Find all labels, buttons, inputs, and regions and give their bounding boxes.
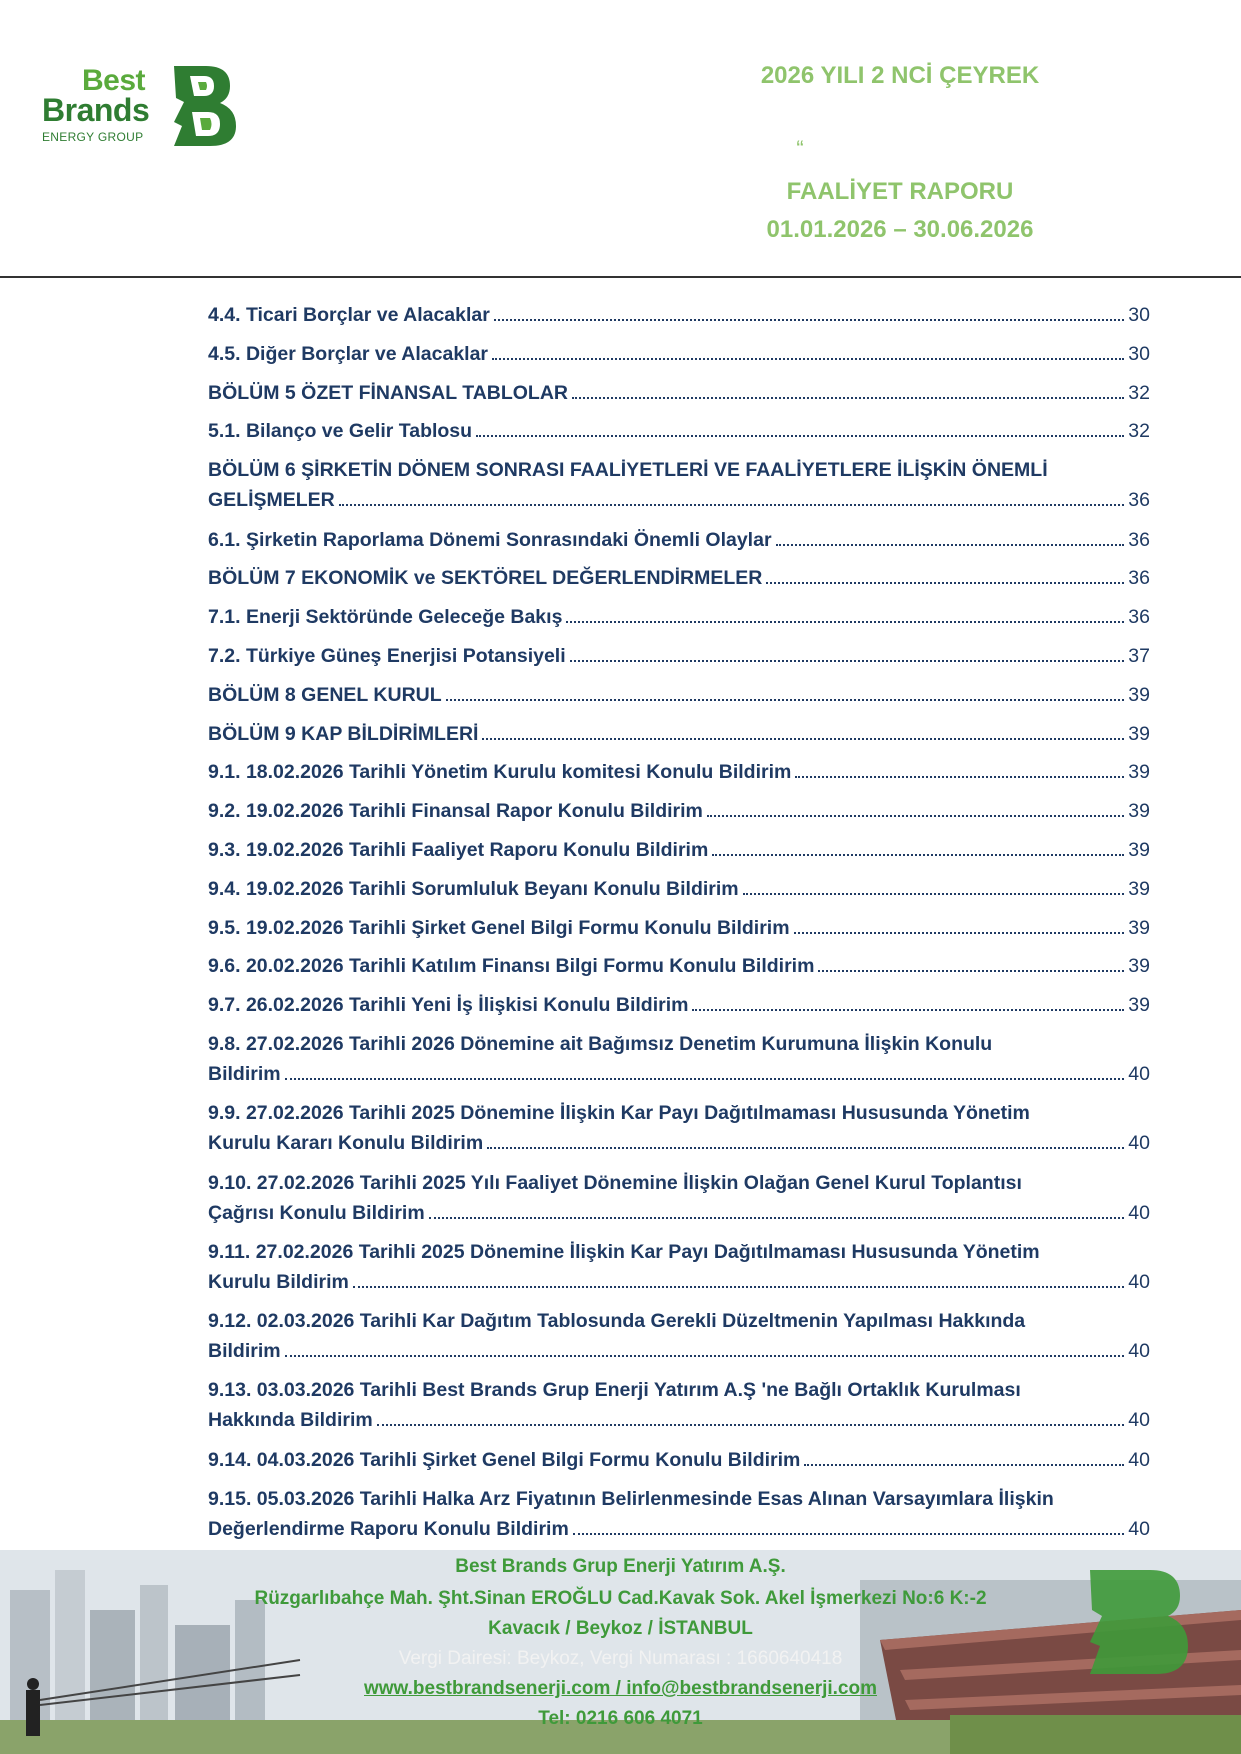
logo-word-energy-group: ENERGY GROUP: [42, 130, 144, 144]
toc-entry[interactable]: [208, 1098, 1150, 1158]
toc-entry-title: Kurulu Kararı Konulu Bildirim: [208, 1132, 484, 1155]
toc-dot-leader: [566, 620, 1124, 623]
toc-entry[interactable]: [208, 1375, 1150, 1435]
toc-page-number: 39: [1128, 800, 1150, 823]
toc-page-number: 40: [1128, 1270, 1150, 1293]
toc-entry-line: [208, 1059, 1150, 1089]
toc-dot-leader: [573, 1532, 1125, 1535]
toc-page-number: 36: [1128, 606, 1150, 629]
logo-word-best: Best: [82, 64, 146, 97]
toc-page-number: 30: [1128, 342, 1150, 365]
toc-entry[interactable]: [208, 602, 1150, 632]
report-date-range: 01.01.2026 – 30.06.2026: [766, 216, 1034, 243]
page-footer: [0, 1550, 1241, 1754]
toc-entry-line: [208, 300, 1150, 330]
toc-entry[interactable]: [208, 378, 1150, 408]
toc-dot-leader: [487, 1146, 1124, 1149]
toc-page-number: 36: [1128, 567, 1150, 590]
toc-page-number: 30: [1128, 304, 1150, 326]
toc-entry[interactable]: [208, 455, 1150, 515]
toc-page-number: 40: [1128, 1201, 1150, 1224]
toc-entry-title-line: 9.10. 27.02.2026 Tarihli 2025 Yılı Faaliyet Dönemine İlişkin Olağan Genel Kurul Toplantısı: [208, 1171, 1022, 1194]
toc-page-number: 40: [1128, 1448, 1150, 1471]
toc-entry-line: [208, 525, 1150, 555]
toc-entry-line: [208, 1445, 1150, 1475]
toc-entry[interactable]: [208, 913, 1150, 943]
toc-entry-line: [208, 602, 1150, 632]
toc-entry-title: BÖLÜM 7 EKONOMİK ve SEKTÖREL DEĞERLENDİRMELER: [208, 567, 763, 590]
toc-entry-title: 9.5. 19.02.2026 Tarihli Şirket Genel Bilgi Formu Konulu Bildirim: [208, 916, 790, 939]
toc-page-number: 40: [1128, 1517, 1150, 1540]
toc-dot-leader: [570, 659, 1125, 662]
toc-entry-title: Değerlendirme Raporu Konulu Bildirim: [208, 1517, 569, 1540]
toc-entry-title-line: 9.15. 05.03.2026 Tarihli Halka Arz Fiyatının Belirlenmesinde Esas Alınan Varsayımlara İlişkin: [208, 1487, 1054, 1510]
toc-entry-title: 9.4. 19.02.2026 Tarihli Sorumluluk Beyanı Konulu Bildirim: [208, 877, 739, 900]
toc-entry[interactable]: [208, 990, 1150, 1020]
toc-entry-title: Çağrısı Konulu Bildirim: [208, 1201, 425, 1224]
toc-entry-title: 9.3. 19.02.2026 Tarihli Faaliyet Raporu Konulu Bildirim: [208, 838, 709, 861]
toc-page-number: 39: [1128, 683, 1150, 706]
toc-entry[interactable]: [208, 1445, 1150, 1475]
toc-entry-title: BÖLÜM 9 KAP BİLDİRİMLERİ: [208, 722, 479, 745]
toc-entry-line: [208, 719, 1150, 749]
toc-entry-title: Kurulu Bildirim: [208, 1270, 349, 1293]
toc-entry-line: [208, 757, 1150, 787]
toc-entry-line: [208, 874, 1150, 904]
toc-page-number: 40: [1128, 1062, 1150, 1085]
toc-entry-title: Bildirim: [208, 1340, 281, 1363]
toc-dot-leader: [482, 737, 1124, 740]
footer-web-email[interactable]: www.bestbrandsenerji.com / info@bestbrandsenerji.com: [364, 1678, 877, 1699]
logo-word-brands: Brands: [42, 92, 150, 128]
toc-entry-line: [208, 339, 1150, 369]
toc-page-number: 32: [1128, 381, 1150, 404]
toc-entry-title: 7.2. Türkiye Güneş Enerjisi Potansiyeli: [208, 644, 566, 667]
toc-entry-title: 9.14. 04.03.2026 Tarihli Şirket Genel Bilgi Formu Konulu Bildirim: [208, 1448, 801, 1471]
toc-entry-title-line: 9.8. 27.02.2026 Tarihli 2026 Dönemine ait Bağımsız Denetim Kurumuna İlişkin Konulu: [208, 1032, 993, 1055]
report-title: FAALİYET RAPORU: [786, 178, 1014, 205]
toc-page-number: 36: [1128, 489, 1150, 512]
toc-dot-leader: [776, 543, 1125, 546]
toc-page-number: 39: [1128, 838, 1150, 861]
toc-entry-line: [208, 990, 1150, 1020]
toc-entry[interactable]: [208, 680, 1150, 710]
toc-entry[interactable]: [208, 1029, 1150, 1089]
toc-dot-leader: [285, 1077, 1125, 1080]
toc-entry-line: [208, 1198, 1150, 1228]
toc-entry[interactable]: [208, 1237, 1150, 1297]
toc-entry-title-line: 9.12. 02.03.2026 Tarihli Kar Dağıtım Tablosunda Gerekli Düzeltmenin Yapılması Hakkında: [208, 1310, 1026, 1333]
toc-page-number: 40: [1128, 1409, 1150, 1432]
toc-dot-leader: [572, 396, 1124, 399]
toc-entry-title-line: 9.11. 27.02.2026 Tarihli 2025 Dönemine İlişkin Kar Payı Dağıtılmaması Hususunda Yönetim: [208, 1240, 1040, 1263]
toc-page-number: 32: [1128, 420, 1150, 443]
toc-dot-leader: [712, 853, 1124, 856]
toc-dot-leader: [353, 1285, 1124, 1288]
toc-entry[interactable]: [208, 563, 1150, 593]
toc-entry-title: 6.1. Şirketin Raporlama Dönemi Sonrasındaki Önemli Olaylar: [208, 528, 772, 551]
toc-entry-title-line: BÖLÜM 6 ŞİRKETİN DÖNEM SONRASI FAALİYETLERİ VE FAALİYETLERE İLİŞKİN ÖNEMLİ: [208, 459, 1048, 482]
toc-entry-line: [208, 485, 1150, 515]
toc-entry-line: [208, 1514, 1150, 1544]
toc-page-number: 39: [1128, 994, 1150, 1017]
toc-page-number: 37: [1128, 644, 1150, 667]
footer-company-name: Best Brands Grup Enerji Yatırım A.Ş.: [455, 1556, 786, 1577]
toc-page-number: 39: [1128, 877, 1150, 900]
toc-dot-leader: [494, 318, 1124, 321]
toc-dot-leader: [795, 775, 1124, 778]
toc-page-number: 40: [1128, 1132, 1150, 1155]
toc-entry[interactable]: [208, 1484, 1150, 1544]
toc-entry-title: 7.1. Enerji Sektöründe Geleceğe Bakış: [208, 606, 563, 629]
toc-entry-line: [208, 1336, 1150, 1366]
toc-entry-title: Hakkında Bildirim: [208, 1409, 373, 1432]
toc-entry-title: 4.5. Diğer Borçlar ve Alacaklar: [208, 342, 489, 365]
toc-entry[interactable]: [208, 1306, 1150, 1366]
toc-dot-leader: [794, 931, 1125, 934]
toc-entry-title: 9.6. 20.02.2026 Tarihli Katılım Finansı Bilgi Formu Konulu Bildirim: [208, 955, 815, 978]
toc-entry[interactable]: [208, 757, 1150, 787]
page-header: [0, 0, 1241, 278]
toc-entry-title: GELİŞMELER: [208, 489, 335, 512]
toc-entry[interactable]: [208, 300, 1150, 330]
toc-entry-line: [208, 680, 1150, 710]
toc-entry-line: [208, 796, 1150, 826]
toc-dot-leader: [743, 892, 1125, 895]
toc-dot-leader: [818, 969, 1124, 972]
toc-entry-title: 4.4. Ticari Borçlar ve Alacaklar: [208, 304, 490, 326]
toc-entry-line: [208, 563, 1150, 593]
footer-tax-info: Vergi Dairesi: Beykoz, Vergi Numarası : 1660640418: [398, 1648, 843, 1669]
toc-entry-title-line: 9.9. 27.02.2026 Tarihli 2025 Dönemine İlişkin Kar Payı Dağıtılmaması Hususunda Yönetim: [208, 1102, 1030, 1125]
toc-page-number: 40: [1128, 1340, 1150, 1363]
toc-dot-leader: [492, 357, 1124, 360]
toc-dot-leader: [429, 1216, 1125, 1219]
toc-dot-leader: [285, 1354, 1125, 1357]
footer-phone: Tel: 0216 606 4071: [538, 1708, 703, 1729]
toc-entry-title: Bildirim: [208, 1062, 281, 1085]
toc-entry[interactable]: [208, 835, 1150, 865]
toc-dot-leader: [377, 1423, 1125, 1426]
toc-dot-leader: [766, 581, 1124, 584]
toc-dot-leader: [707, 814, 1124, 817]
toc-dot-leader: [692, 1008, 1124, 1011]
toc-entry-line: [208, 913, 1150, 943]
toc-entry-title: 9.2. 19.02.2026 Tarihli Finansal Rapor Konulu Bildirim: [208, 800, 703, 823]
toc-entry[interactable]: [208, 874, 1150, 904]
toc-page-number: 39: [1128, 722, 1150, 745]
toc-entry-title: BÖLÜM 8 GENEL KURUL: [208, 683, 442, 706]
toc-dot-leader: [476, 434, 1124, 437]
toc-entry-line: [208, 951, 1150, 981]
toc-entry[interactable]: [208, 1168, 1150, 1228]
quote-mark: “: [796, 136, 804, 161]
toc-entry-title: 9.1. 18.02.2026 Tarihli Yönetim Kurulu komitesi Konulu Bildirim: [208, 761, 792, 784]
toc-dot-leader: [446, 698, 1125, 701]
report-period: 2026 YILI 2 NCİ ÇEYREK: [760, 62, 1040, 89]
toc-entry-title: BÖLÜM 5 ÖZET FİNANSAL TABLOLAR: [208, 381, 569, 404]
toc-entry-title: 9.7. 26.02.2026 Tarihli Yeni İş İlişkisi Konulu Bildirim: [208, 994, 689, 1017]
toc-entry[interactable]: [208, 796, 1150, 826]
toc-entry[interactable]: [208, 416, 1150, 446]
toc-entry[interactable]: [208, 719, 1150, 749]
toc-entry-line: [208, 1267, 1150, 1297]
toc-entry-line: [208, 835, 1150, 865]
toc-dot-leader: [804, 1463, 1124, 1466]
toc-entry-title: 5.1. Bilanço ve Gelir Tablosu: [208, 420, 473, 443]
toc-page-number: 39: [1128, 761, 1150, 784]
toc-entry-line: [208, 1128, 1150, 1158]
toc-page-number: 39: [1128, 955, 1150, 978]
toc-page-number: 36: [1128, 528, 1150, 551]
footer-address-line2: Kavacık / Beykoz / İSTANBUL: [488, 1618, 753, 1639]
brand-logo: [40, 60, 240, 150]
footer-address-line1: Rüzgarlıbahçe Mah. Şht.Sinan EROĞLU Cad.Kavak Sok. Akel İşmerkezi No:6 K:-2: [254, 1588, 987, 1609]
toc-entry-line: [208, 378, 1150, 408]
toc-entry-line: [208, 416, 1150, 446]
toc-entry-line: [208, 1405, 1150, 1435]
toc-entry[interactable]: [208, 951, 1150, 981]
toc-page-number: 39: [1128, 916, 1150, 939]
toc-dot-leader: [339, 503, 1125, 506]
logo-bb-mark-icon: [160, 62, 240, 148]
toc-entry[interactable]: [208, 339, 1150, 369]
toc-entry-line: [208, 641, 1150, 671]
toc-entry[interactable]: [208, 525, 1150, 555]
toc-entry-title-line: 9.13. 03.03.2026 Tarihli Best Brands Grup Enerji Yatırım A.Ş 'ne Bağlı Ortaklık Kurulması: [208, 1379, 1021, 1402]
toc-entry[interactable]: [208, 641, 1150, 671]
header-divider: [0, 276, 1241, 278]
